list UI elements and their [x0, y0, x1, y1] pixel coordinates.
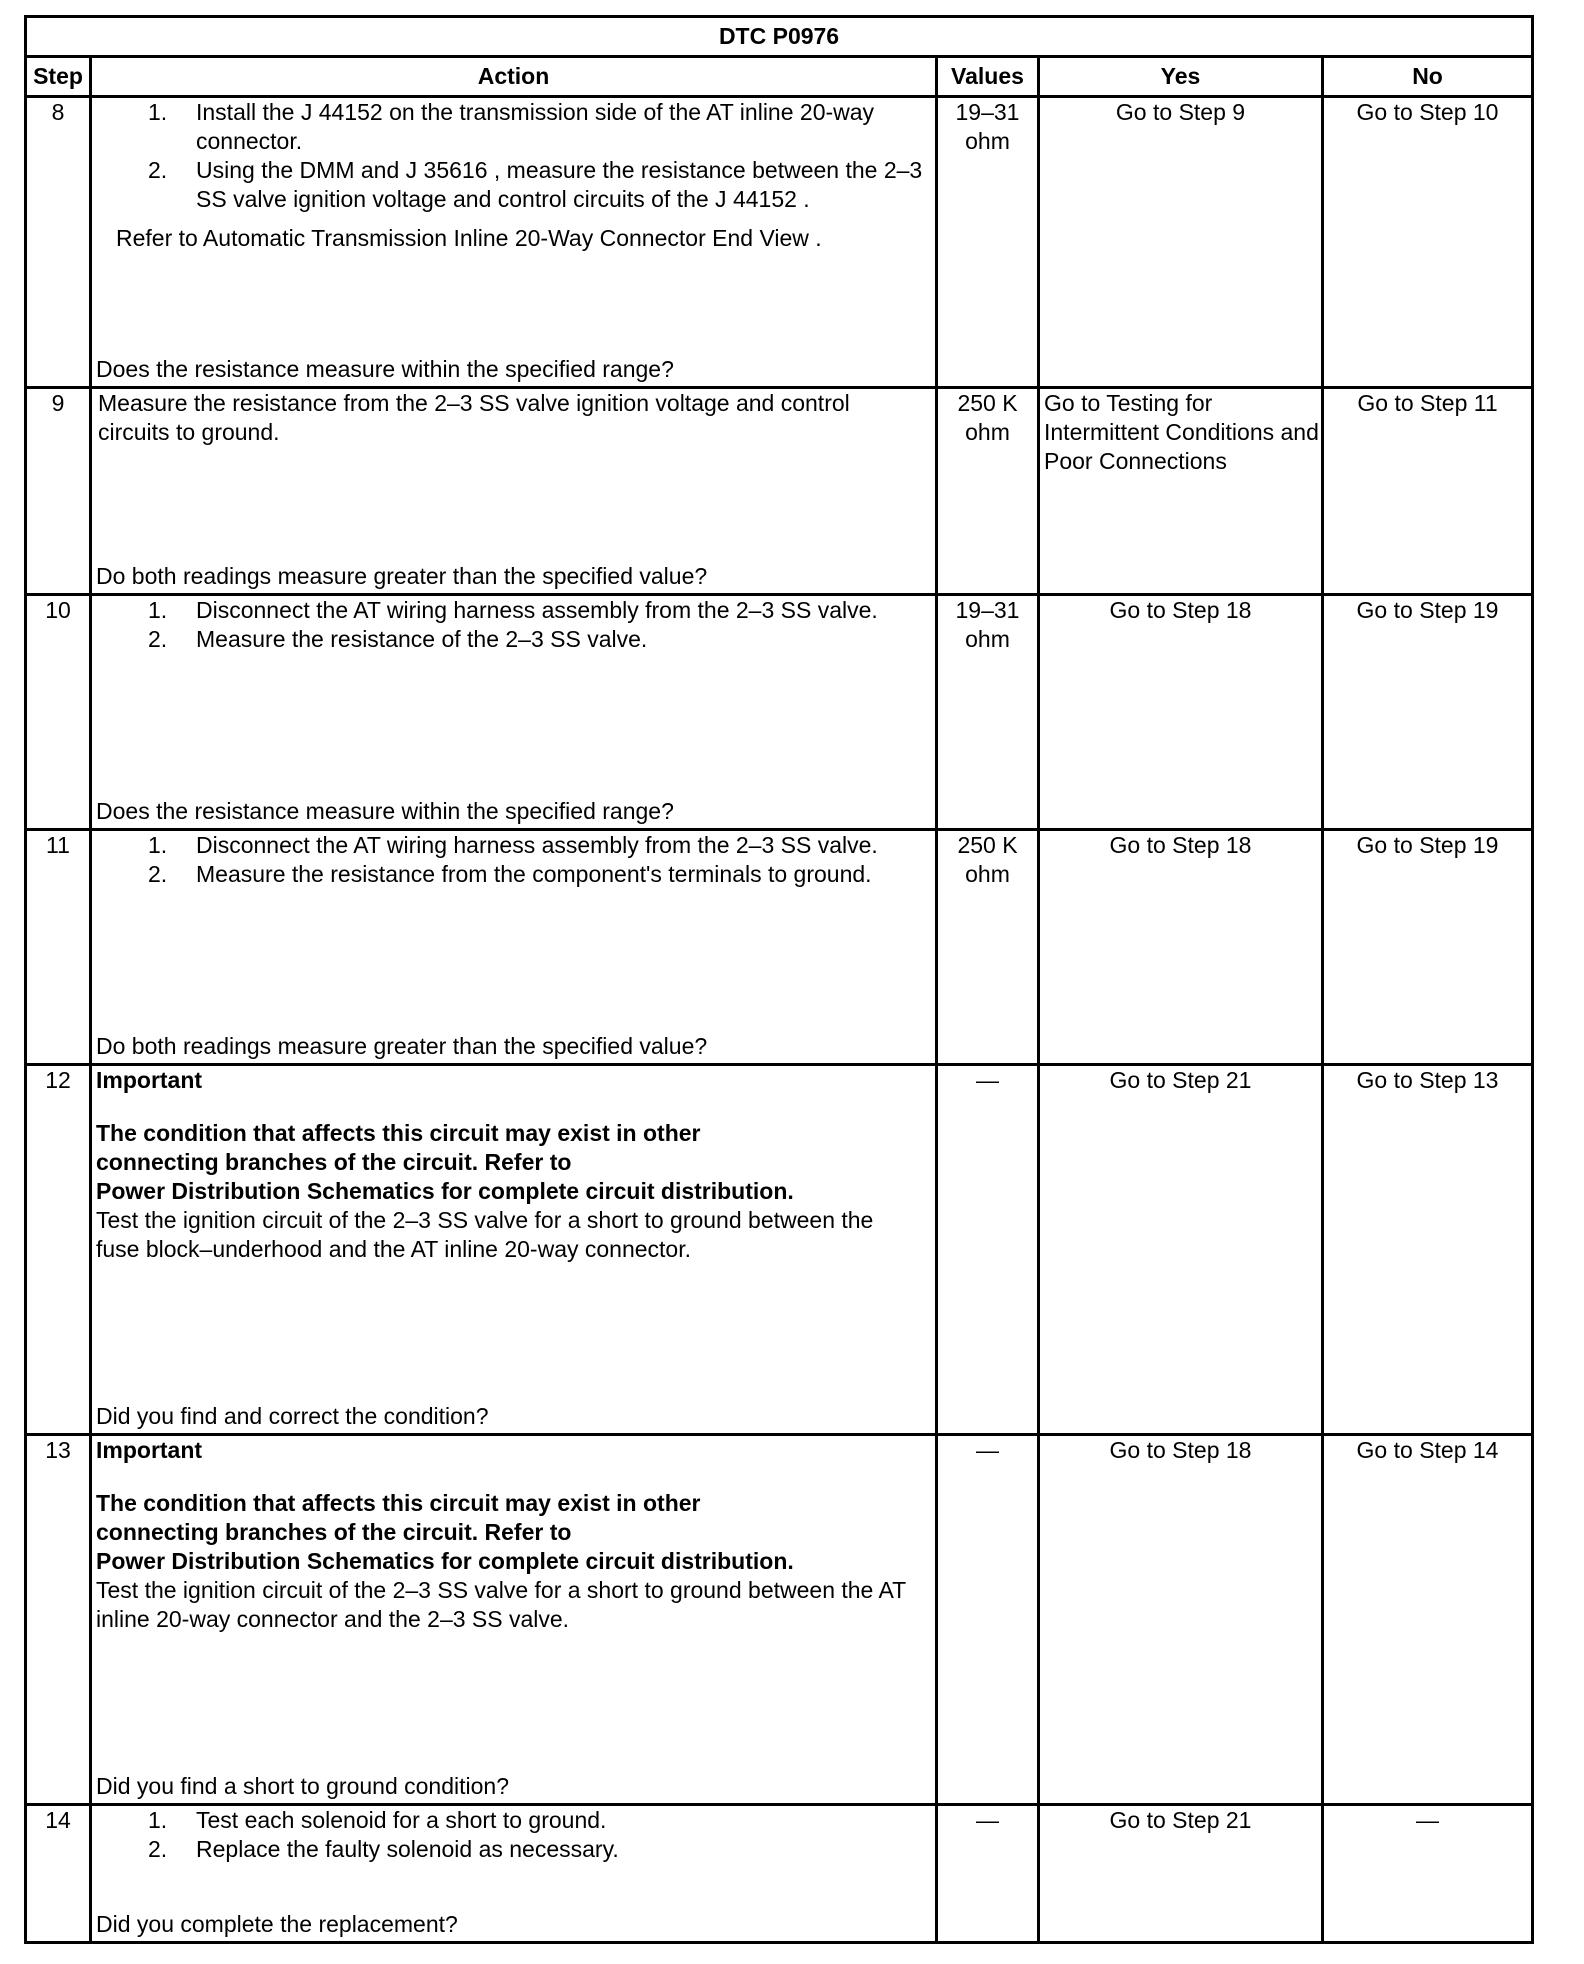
- no-cell: Go to Step 19: [1323, 830, 1533, 1065]
- question-text: Does the resistance measure within the specified range?: [96, 356, 674, 382]
- no-cell: Go to Step 11: [1323, 388, 1533, 595]
- question-text: Did you find a short to ground condition?: [96, 1773, 509, 1799]
- step-list: [96, 1806, 931, 1864]
- question-text: Does the resistance measure within the specified range?: [96, 798, 674, 824]
- step-number: 14: [26, 1805, 91, 1943]
- table-row: [26, 1805, 1533, 1943]
- value-cell: 19–31 ohm: [937, 97, 1039, 388]
- table-row: [26, 1435, 1533, 1805]
- important-label: Important: [96, 1067, 203, 1093]
- step-number: 9: [26, 388, 91, 595]
- value-cell: —: [937, 1435, 1039, 1805]
- important-label: Important: [96, 1437, 203, 1463]
- list-item: 2. Measure the resistance of the 2–3 SS valve.: [148, 626, 648, 652]
- table-row: [26, 1065, 1533, 1435]
- question-text: Do both readings measure greater than the specified value?: [96, 563, 708, 589]
- list-item: 1. Disconnect the AT wiring harness assembly from the 2–3 SS valve.: [148, 597, 878, 623]
- list-item: 2. Measure the resistance from the component's terminals to ground.: [148, 861, 872, 887]
- action-cell: [91, 1805, 937, 1943]
- header-action: Action: [91, 57, 937, 97]
- list-item: 2. Using the DMM and J 35616 , measure the resistance between the 2–3 SS valve ignition voltage and control circuits of the J 44152 .: [148, 157, 923, 212]
- step-number: 8: [26, 97, 91, 388]
- action-cell: [91, 1065, 937, 1435]
- header-no: No: [1323, 57, 1533, 97]
- yes-cell: Go to Step 21: [1039, 1065, 1323, 1435]
- step-list: [96, 98, 931, 214]
- yes-cell: Go to Testing for Intermittent Conditions and Poor Connections: [1039, 388, 1323, 595]
- value-cell: 250 K ohm: [937, 388, 1039, 595]
- step-number: 12: [26, 1065, 91, 1435]
- step-number: 10: [26, 595, 91, 830]
- yes-cell: Go to Step 18: [1039, 595, 1323, 830]
- no-cell: Go to Step 19: [1323, 595, 1533, 830]
- question-text: Did you complete the replacement?: [96, 1911, 458, 1937]
- table-row: [26, 388, 1533, 595]
- important-note: The condition that affects this circuit may exist in other connecting branches of the circuit. Refer to: [96, 1120, 701, 1175]
- step-list: [96, 831, 931, 889]
- header-step: Step: [26, 57, 91, 97]
- no-cell: —: [1323, 1805, 1533, 1943]
- value-cell: —: [937, 1065, 1039, 1435]
- table-title: DTC P0976: [26, 17, 1533, 57]
- question-text: Did you find and correct the condition?: [96, 1403, 489, 1429]
- step-number: 11: [26, 830, 91, 1065]
- action-cell: [91, 97, 937, 388]
- list-item: 1. Disconnect the AT wiring harness assembly from the 2–3 SS valve.: [148, 832, 878, 858]
- table-row: [26, 97, 1533, 388]
- no-cell: Go to Step 13: [1323, 1065, 1533, 1435]
- action-cell: [91, 595, 937, 830]
- no-cell: Go to Step 14: [1323, 1435, 1533, 1805]
- header-values: Values: [937, 57, 1039, 97]
- important-note: The condition that affects this circuit may exist in other connecting branches of the circuit. Refer to: [96, 1490, 701, 1545]
- yes-cell: Go to Step 21: [1039, 1805, 1323, 1943]
- important-note-link: Power Distribution Schematics for complete circuit distribution.: [96, 1548, 794, 1574]
- step-number: 13: [26, 1435, 91, 1805]
- list-item: 1. Install the J 44152 on the transmission side of the AT inline 20-way connector.: [148, 99, 875, 154]
- action-text: Test the ignition circuit of the 2–3 SS valve for a short to ground between the fuse block–underhood and the AT inline 20-way connector.: [96, 1207, 874, 1262]
- step-list: [96, 596, 931, 654]
- value-cell: 19–31 ohm: [937, 595, 1039, 830]
- table-row: [26, 595, 1533, 830]
- value-cell: 250 K ohm: [937, 830, 1039, 1065]
- header-yes: Yes: [1039, 57, 1323, 97]
- action-text: Test the ignition circuit of the 2–3 SS valve for a short to ground between the AT inline 20-way connector and the 2–3 SS valve.: [96, 1577, 906, 1632]
- dtc-table: [24, 15, 1534, 1944]
- reference-text: Refer to Automatic Transmission Inline 20-Way Connector End View .: [116, 225, 822, 251]
- table-row: [26, 830, 1533, 1065]
- list-item: 1. Test each solenoid for a short to ground.: [148, 1807, 607, 1833]
- question-text: Do both readings measure greater than the specified value?: [96, 1033, 708, 1059]
- no-cell: Go to Step 10: [1323, 97, 1533, 388]
- yes-cell: Go to Step 9: [1039, 97, 1323, 388]
- action-cell: [91, 1435, 937, 1805]
- yes-cell: Go to Step 18: [1039, 1435, 1323, 1805]
- important-note-link: Power Distribution Schematics for complete circuit distribution.: [96, 1178, 794, 1204]
- action-text: Measure the resistance from the 2–3 SS valve ignition voltage and control circuits to ground.: [98, 390, 850, 445]
- yes-cell: Go to Step 18: [1039, 830, 1323, 1065]
- action-cell: [91, 830, 937, 1065]
- action-cell: [91, 388, 937, 595]
- value-cell: —: [937, 1805, 1039, 1943]
- list-item: 2. Replace the faulty solenoid as necessary.: [148, 1836, 619, 1862]
